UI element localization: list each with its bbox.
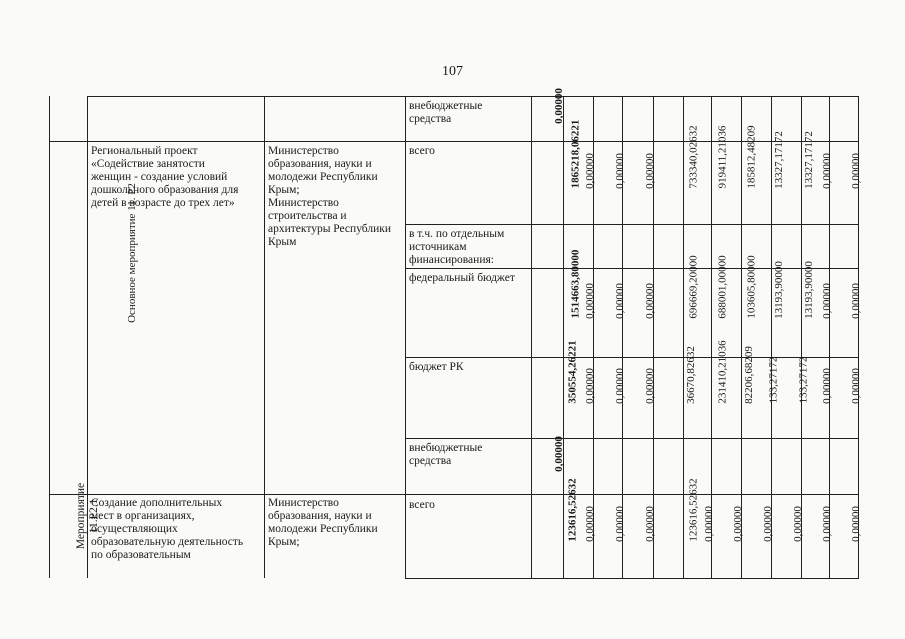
amount-cell: 0,00000: [613, 282, 626, 319]
project-name: Региональный проект «Содействие занятости женщин - создание условий дошкольного образования для детей в возрасте до трех лет»: [91, 145, 239, 209]
amount-cell: 36670,82632: [684, 345, 697, 404]
amount-cell: 350554,26221: [566, 340, 579, 404]
table-column-rule: [531, 96, 532, 578]
amount-cell: 13327,17172: [802, 130, 815, 189]
table-column-rule: [563, 96, 564, 578]
table-column-rule: [264, 96, 265, 578]
amount-cell: 0,00000: [583, 152, 596, 189]
total-value: 0,00000: [552, 88, 565, 124]
amount-cell: 0,00000: [849, 152, 862, 189]
amount-cell: 103605,80000: [745, 255, 758, 319]
amount-cell: 0,00000: [583, 367, 596, 404]
amount-cell: 13193,90000: [772, 260, 785, 319]
executor-name: Министерство образования, науки и молодежи Республики Крым; Министерство строительства и архитектуры Республики Крым: [268, 145, 391, 248]
amount-cell: 133,27172: [797, 356, 810, 404]
amount-cell: 0,00000: [613, 152, 626, 189]
amount-cell: 0,00000: [849, 282, 862, 319]
amount-cell: 0,00000: [583, 506, 596, 542]
source-label: внебюджетные средства: [409, 442, 483, 467]
amount-cell: 696669,20000: [687, 255, 700, 319]
table-rule: [405, 357, 859, 358]
executor-name: Министерство образования, науки и молодежи Республики Крым;: [268, 497, 378, 548]
amount-cell: 0,00000: [643, 152, 656, 189]
amount-cell: 1514663,80000: [569, 249, 582, 319]
table-rule: [405, 224, 859, 225]
amount-cell: 0,00000: [613, 367, 626, 404]
amount-cell: 0,00000: [791, 506, 804, 542]
amount-cell: 0,00000: [820, 282, 833, 319]
amount-cell: 123616,52632: [566, 478, 579, 542]
amount-cell: 0,00000: [613, 506, 626, 542]
amount-cell: 0,00000: [820, 152, 833, 189]
amount-cell: 231410,21036: [716, 340, 729, 404]
table-rule: [405, 578, 859, 579]
amount-cell: 919411,21036: [716, 125, 729, 189]
row-label: Мероприятие 11.Р2.1: [75, 482, 101, 549]
row-label: Основное мероприятие 11. Р2: [125, 183, 138, 323]
amount-cell: 13193,90000: [802, 260, 815, 319]
table-rule: [49, 141, 859, 142]
source-label: в т.ч. по отдельным источникам финансирования:: [409, 228, 505, 266]
source-label: бюджет РК: [409, 361, 464, 373]
amount-cell: 185812,48209: [745, 125, 758, 189]
amount-cell: 0,00000: [552, 436, 565, 472]
table-rule: [49, 494, 859, 495]
source-label: внебюджетные средства: [409, 100, 483, 125]
amount-cell: 0,00000: [583, 282, 596, 319]
table-column-rule: [405, 96, 406, 578]
amount-cell: 0,00000: [849, 367, 862, 404]
amount-cell: 0,00000: [643, 282, 656, 319]
amount-cell: 0,00000: [731, 506, 744, 542]
amount-cell: 82206,68209: [742, 345, 755, 404]
source-label: всего: [409, 499, 435, 511]
budget-table: [49, 88, 862, 578]
amount-cell: 1865218,06221: [569, 119, 582, 189]
amount-cell: 688001,00000: [716, 255, 729, 319]
amount-cell: 0,00000: [643, 506, 656, 542]
amount-cell: 0,00000: [820, 367, 833, 404]
table-rule: [405, 438, 859, 439]
table-rule: [87, 96, 859, 97]
amount-cell: 0,00000: [849, 506, 862, 542]
amount-cell: 13327,17172: [772, 130, 785, 189]
amount-cell: 0,00000: [702, 506, 715, 542]
amount-cell: 123616,52632: [687, 478, 700, 542]
source-label: федеральный бюджет: [409, 272, 515, 284]
amount-cell: 0,00000: [643, 367, 656, 404]
amount-cell: 0,00000: [761, 506, 774, 542]
amount-cell: 133,27172: [767, 356, 780, 404]
table-rule: [405, 268, 859, 269]
amount-cell: 733340,02632: [687, 125, 700, 189]
project-name: Создание дополнительных мест в организациях, осуществляющих образовательную деятельность по образовательным: [91, 497, 244, 561]
table-column-rule: [49, 96, 50, 578]
table-column-rule: [683, 96, 684, 578]
amount-cell: 0,00000: [820, 506, 833, 542]
page-number: 107: [442, 64, 463, 79]
source-label: всего: [409, 145, 435, 157]
